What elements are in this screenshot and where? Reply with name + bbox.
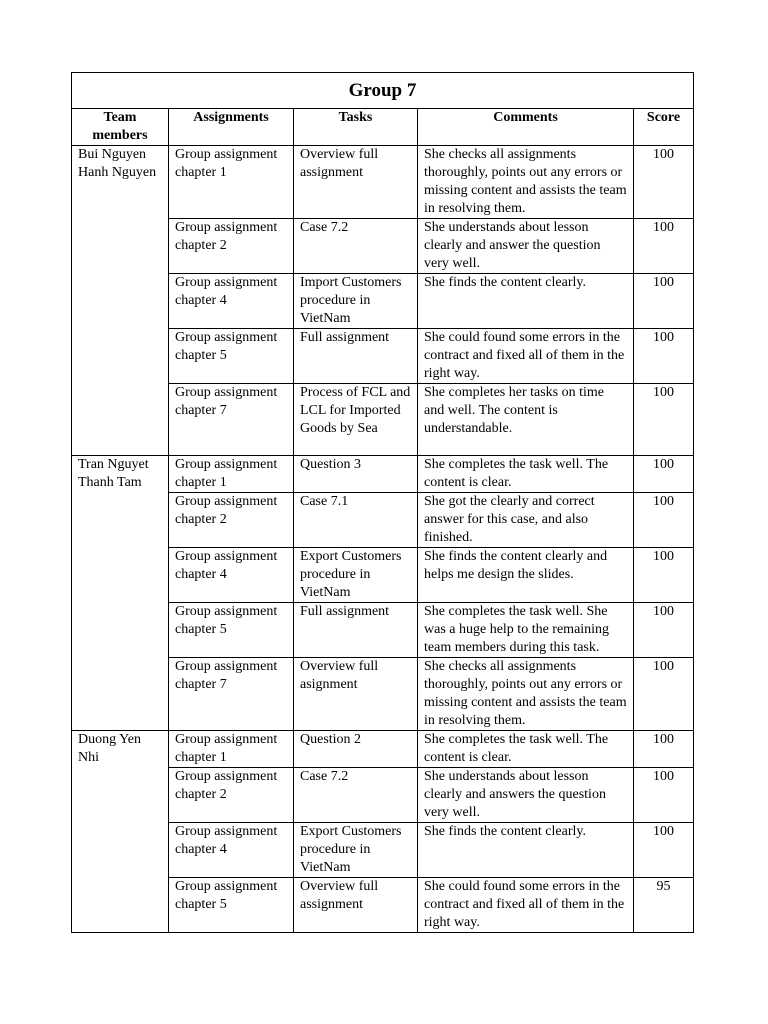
assignment-cell: Group assignment chapter 2 xyxy=(169,768,294,823)
comment-cell: She completes the task well. The content is clear. xyxy=(418,731,634,768)
assignment-cell: Group assignment chapter 7 xyxy=(169,384,294,456)
score-cell: 100 xyxy=(634,731,694,768)
comment-cell: She finds the content clearly. xyxy=(418,823,634,878)
comment-cell: She checks all assignments thoroughly, points out any errors or missing content and assists the team in resolving them. xyxy=(418,658,634,731)
assignment-cell: Group assignment chapter 2 xyxy=(169,493,294,548)
task-cell: Case 7.2 xyxy=(294,768,418,823)
comment-cell: She could found some errors in the contract and fixed all of them in the right way. xyxy=(418,878,634,933)
score-cell: 100 xyxy=(634,274,694,329)
score-cell: 100 xyxy=(634,603,694,658)
table-row xyxy=(72,731,694,768)
header-comments: Comments xyxy=(418,109,634,146)
task-cell: Case 7.1 xyxy=(294,493,418,548)
score-cell: 100 xyxy=(634,823,694,878)
assignment-cell: Group assignment chapter 4 xyxy=(169,548,294,603)
score-cell: 100 xyxy=(634,768,694,823)
task-cell: Overview full assignment xyxy=(294,146,418,219)
table-row xyxy=(72,146,694,219)
comment-cell: She checks all assignments thoroughly, points out any errors or missing content and assists the team in resolving them. xyxy=(418,146,634,219)
task-cell: Process of FCL and LCL for Imported Goods by Sea xyxy=(294,384,418,456)
comment-cell: She got the clearly and correct answer for this case, and also finished. xyxy=(418,493,634,548)
comment-cell: She understands about lesson clearly and answers the question very well. xyxy=(418,768,634,823)
score-cell: 100 xyxy=(634,658,694,731)
task-cell: Question 3 xyxy=(294,456,418,493)
task-cell: Full assignment xyxy=(294,603,418,658)
header-team-members: Team members xyxy=(72,109,169,146)
score-cell: 100 xyxy=(634,146,694,219)
score-cell: 100 xyxy=(634,493,694,548)
evaluation-table xyxy=(71,72,694,933)
assignment-cell: Group assignment chapter 4 xyxy=(169,274,294,329)
assignment-cell: Group assignment chapter 5 xyxy=(169,878,294,933)
score-cell: 95 xyxy=(634,878,694,933)
header-score: Score xyxy=(634,109,694,146)
assignment-cell: Group assignment chapter 7 xyxy=(169,658,294,731)
assignment-cell: Group assignment chapter 5 xyxy=(169,603,294,658)
score-cell: 100 xyxy=(634,384,694,456)
score-cell: 100 xyxy=(634,219,694,274)
comment-cell: She understands about lesson clearly and answer the question very well. xyxy=(418,219,634,274)
comment-cell: She completes her tasks on time and well. The content is understandable. xyxy=(418,384,634,456)
assignment-cell: Group assignment chapter 5 xyxy=(169,329,294,384)
comment-cell: She finds the content clearly and helps me design the slides. xyxy=(418,548,634,603)
score-cell: 100 xyxy=(634,329,694,384)
table-row xyxy=(72,456,694,493)
evaluation-document xyxy=(71,72,693,933)
title-row xyxy=(72,73,694,109)
assignment-cell: Group assignment chapter 1 xyxy=(169,146,294,219)
header-tasks: Tasks xyxy=(294,109,418,146)
team-member-name: Tran Nguyet Thanh Tam xyxy=(72,456,169,731)
assignment-cell: Group assignment chapter 4 xyxy=(169,823,294,878)
task-cell: Question 2 xyxy=(294,731,418,768)
task-cell: Case 7.2 xyxy=(294,219,418,274)
header-assignments: Assignments xyxy=(169,109,294,146)
team-member-name: Bui Nguyen Hanh Nguyen xyxy=(72,146,169,456)
comment-cell: She completes the task well. The content is clear. xyxy=(418,456,634,493)
header-row xyxy=(72,109,694,146)
task-cell: Export Customers procedure in VietNam xyxy=(294,823,418,878)
comment-cell: She finds the content clearly. xyxy=(418,274,634,329)
comment-cell: She completes the task well. She was a huge help to the remaining team members during this task. xyxy=(418,603,634,658)
table-title: Group 7 xyxy=(72,73,694,109)
task-cell: Overview full assignment xyxy=(294,878,418,933)
comment-cell: She could found some errors in the contract and fixed all of them in the right way. xyxy=(418,329,634,384)
score-cell: 100 xyxy=(634,456,694,493)
assignment-cell: Group assignment chapter 1 xyxy=(169,456,294,493)
task-cell: Import Customers procedure in VietNam xyxy=(294,274,418,329)
assignment-cell: Group assignment chapter 1 xyxy=(169,731,294,768)
team-member-name: Duong Yen Nhi xyxy=(72,731,169,933)
assignment-cell: Group assignment chapter 2 xyxy=(169,219,294,274)
table-body xyxy=(72,146,694,933)
task-cell: Full assignment xyxy=(294,329,418,384)
score-cell: 100 xyxy=(634,548,694,603)
task-cell: Overview full asignment xyxy=(294,658,418,731)
task-cell: Export Customers procedure in VietNam xyxy=(294,548,418,603)
